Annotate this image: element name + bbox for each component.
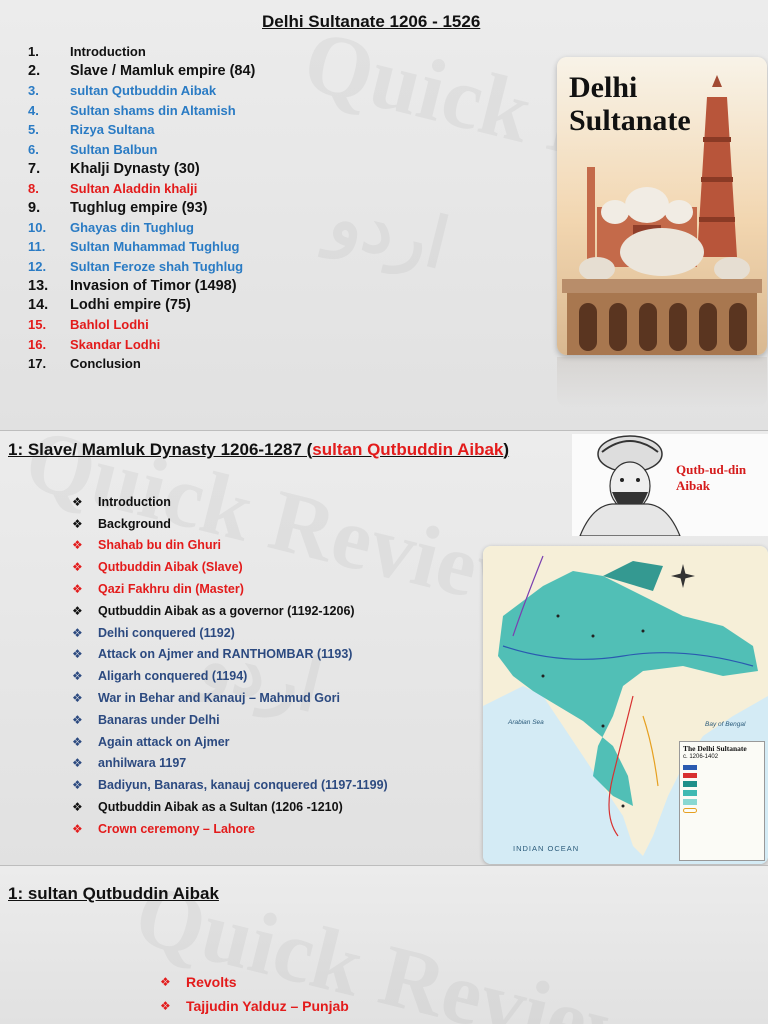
bullet-item [160,970,349,994]
toc-item [28,237,255,257]
toc-number: 5. [28,122,39,138]
bullet-item [72,709,388,731]
legend-swatches [683,765,761,813]
slide-title: Delhi Sultanate 1206 - 1526 [262,12,481,31]
toc-number: 15. [28,317,47,333]
bullet-diamond-icon: ❖ [72,821,83,836]
bullet-text: Crown ceremony – Lahore [98,821,255,836]
bullet-item [72,796,388,818]
book-cover-image [557,57,767,355]
bullet-text: anhilwara 1197 [98,756,187,771]
toc-item [28,296,255,316]
toc-number: 9. [28,199,41,216]
bullet-item [72,687,388,709]
slide-title [8,440,509,460]
bullet-diamond-icon: ❖ [72,603,83,618]
caption-line: Qutb-ud-din [676,462,747,477]
toc-text: Bahlol Lodhi [70,317,149,333]
toc-number: 14. [28,297,49,314]
portrait-caption [676,462,746,494]
bullet-text: Qazi Fakhru din (Master) [98,582,244,597]
toc-text: Slave / Mamluk empire (84) [70,63,256,80]
toc-text: Rizya Sultana [70,122,155,138]
toc-text: Lodhi empire (75) [70,297,191,314]
toc-item [28,101,255,121]
bullet-text: Badiyun, Banaras, kanauj conquered (1197-1199) [98,778,388,793]
bullet-item [72,644,388,666]
cover-title [569,71,691,137]
bullet-text: Attack on Ajmer and RANTHOMBAR (1193) [98,647,353,662]
bullet-diamond-icon: ❖ [72,560,83,575]
cover-reflection [557,357,767,407]
bullet-diamond-icon: ❖ [72,647,83,662]
toc-number: 8. [28,180,39,196]
bullet-diamond-icon: ❖ [72,625,83,640]
legend-swatch [683,808,697,813]
toc-text: Skandar Lodhi [70,336,161,352]
cover-title-line: Delhi [569,71,638,104]
toc-item [28,315,255,335]
toc-number: 11. [28,239,46,255]
legend-swatch [683,781,697,787]
topic-list [160,970,349,1018]
bullet-text: Revolts [186,974,237,990]
slide-title: 1: sultan Qutbuddin Aibak [8,884,219,903]
title-highlight: sultan Qutbuddin Aibak [312,440,504,459]
toc-item [28,42,255,62]
topic-list [72,491,388,840]
toc-item [28,159,255,179]
bullet-text: Shahab bu din Ghuri [98,538,221,553]
legend-swatch [683,773,697,778]
toc-number: 16. [28,336,47,352]
toc-text: Sultan Balbun [70,141,158,157]
bullet-item [72,535,388,557]
toc-item [28,120,255,140]
toc-text: sultan Qutbuddin Aibak [70,83,217,99]
toc-text: Invasion of Timor (1498) [70,277,237,294]
slide-qutbuddin-aibak [0,866,768,1024]
cover-title-line: Sultanate [569,104,691,137]
bullet-item [72,513,388,535]
bullet-diamond-icon: ❖ [72,516,83,531]
caption-line: Aibak [676,478,710,493]
toc-text: Sultan Feroze shah Tughlug [70,258,244,274]
toc-item [28,81,255,101]
title-prefix: 1: Slave/ Mamluk Dynasty 1206-1287 ( [8,440,313,459]
bullet-diamond-icon: ❖ [72,691,83,706]
bullet-diamond-icon: ❖ [72,712,83,727]
bullet-item [72,818,388,840]
toc-item [28,198,255,218]
bullet-diamond-icon: ❖ [72,669,83,684]
bullet-text: Qutbuddin Aibak as a Sultan (1206 -1210) [98,800,343,815]
table-of-contents [28,42,255,374]
map-label-bay: Bay of Bengal [705,721,746,728]
watermark [322,177,457,286]
bullet-item [72,600,388,622]
bullet-item [72,774,388,796]
bullet-item [72,731,388,753]
bullet-item [72,753,388,775]
toc-number: 10. [28,219,47,235]
toc-text: Khalji Dynasty (30) [70,160,200,177]
toc-text: Conclusion [70,356,141,372]
bullet-diamond-icon: ❖ [72,734,83,749]
toc-item [28,276,255,296]
bullet-diamond-icon: ❖ [72,494,83,509]
sultanate-map-image [483,546,768,864]
bullet-diamond-icon: ❖ [72,778,83,793]
legend-swatch [683,799,697,805]
legend-swatch [683,790,697,796]
bullet-diamond-icon: ❖ [160,975,171,989]
map-label-ocean: INDIAN OCEAN [513,844,580,853]
bullet-item [160,994,349,1018]
toc-number: 3. [28,83,39,99]
toc-number: 1. [28,44,39,60]
toc-text: Ghayas din Tughlug [70,219,194,235]
toc-item [28,257,255,277]
bullet-item [72,556,388,578]
bullet-diamond-icon: ❖ [72,582,83,597]
bullet-item [72,578,388,600]
toc-number: 2. [28,63,41,80]
bullet-text: Banaras under Delhi [98,712,220,727]
toc-item [28,179,255,199]
legend-swatch [683,765,697,770]
toc-number: 13. [28,277,49,294]
legend-subtitle: c. 1206-1402 [683,754,719,760]
toc-item [28,62,255,82]
bullet-diamond-icon: ❖ [72,538,83,553]
bullet-item [72,665,388,687]
toc-number: 6. [28,141,39,157]
toc-item [28,335,255,355]
portrait-image [572,434,768,536]
slide-table-of-contents [0,0,768,430]
bullet-text: Background [98,516,171,531]
bullet-diamond-icon: ❖ [72,756,83,771]
bullet-item [72,491,388,513]
bullet-text: Aligarh conquered (1194) [98,669,248,684]
toc-item [28,218,255,238]
bullet-text: Qutbuddin Aibak (Slave) [98,560,243,575]
bullet-text: Delhi conquered (1192) [98,625,235,640]
bullet-item [72,622,388,644]
toc-number: 7. [28,160,41,177]
toc-number: 4. [28,102,39,118]
toc-text: Sultan Muhammad Tughlug [70,239,240,255]
toc-item [28,354,255,374]
bullet-text: Qutbuddin Aibak as a governor (1192-1206) [98,603,355,618]
toc-number: 12. [28,258,47,274]
bullet-text: Tajjudin Yalduz – Punjab [186,998,349,1014]
toc-text: Sultan Aladdin khalji [70,180,198,196]
toc-text: Sultan shams din Altamish [70,102,236,118]
toc-text: Introduction [70,44,146,60]
title-suffix: ) [503,440,510,459]
toc-item [28,140,255,160]
bullet-text: Again attack on Ajmer [98,734,230,749]
bullet-text: War in Behar and Kanauj – Mahmud Gori [98,691,340,706]
map-legend [679,741,765,861]
toc-text: Tughlug empire (93) [70,199,208,216]
legend-title: The Delhi Sultanate [683,744,747,753]
bullet-diamond-icon: ❖ [160,999,171,1013]
bullet-text: Introduction [98,494,171,509]
bullet-diamond-icon: ❖ [72,800,83,815]
map-label-sea: Arabian Sea [508,719,544,726]
toc-number: 17. [28,356,47,372]
